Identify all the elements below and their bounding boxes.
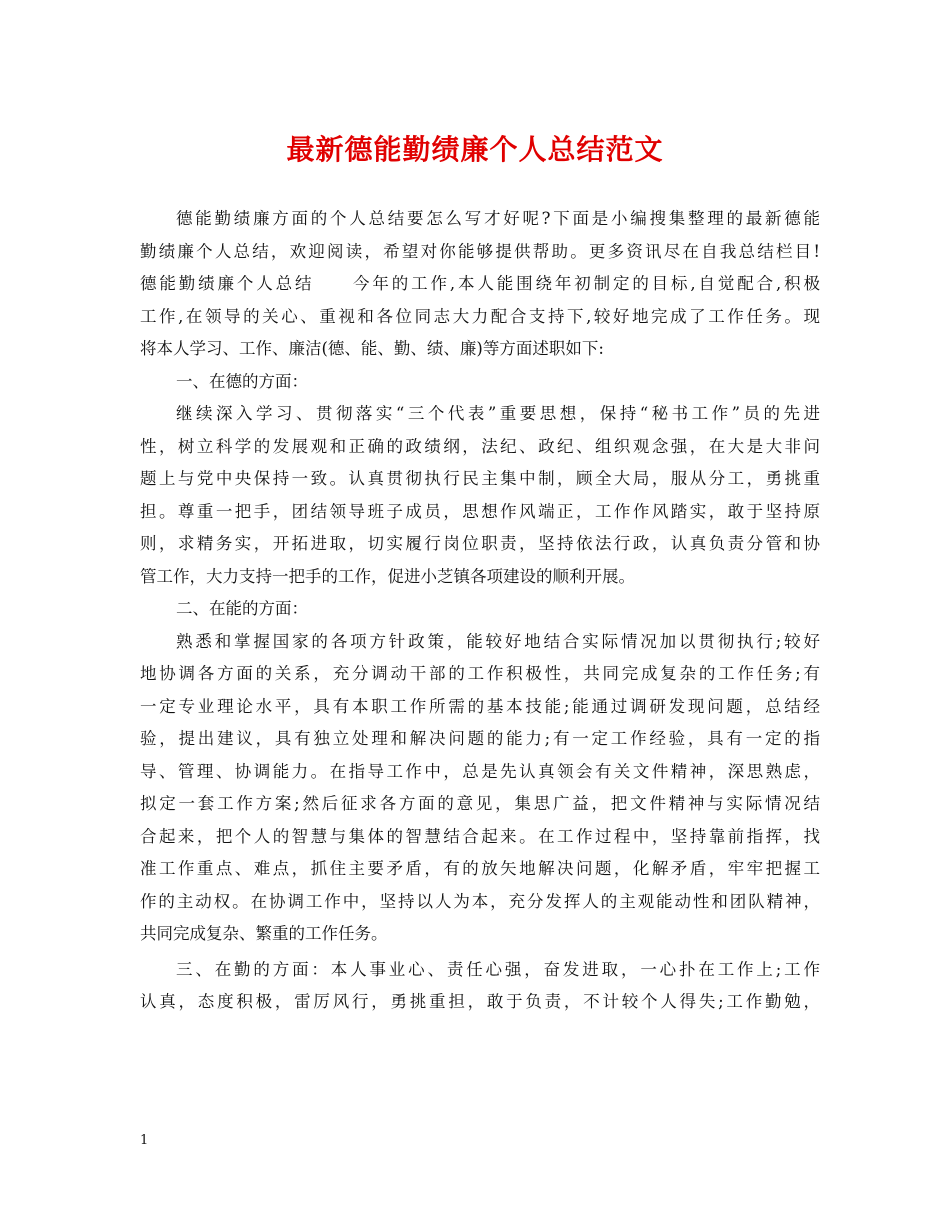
paragraph-line: 一定专业理论水平，具有本职工作所需的基本技能;能通过调研发现问题，总结经 — [140, 696, 820, 716]
paragraph-line: 管工作，大力支持一把手的工作，促进小芝镇各项建设的顺利开展。 — [140, 566, 635, 586]
document-title: 最新德能勤绩廉个人总结范文 — [286, 133, 664, 166]
paragraph-line: 合起来，把个人的智慧与集体的智慧结合起来。在工作过程中，坚持靠前指挥，找 — [140, 826, 820, 846]
document-body — [140, 203, 820, 1019]
section-heading: 一、在德的方面： — [176, 371, 308, 391]
paragraph-line: 性，树立科学的发展观和正确的政绩纲，法纪、政纪、组织观念强，在大是大非问 — [140, 436, 820, 456]
paragraph-line: 共同完成复杂、繁重的工作任务。 — [140, 924, 388, 943]
paragraph-line: 继续深入学习、贯彻落实“三个代表”重要思想，保持“秘书工作”员的先进 — [176, 404, 820, 423]
paragraph-line: 工作,在领导的关心、重视和各位同志大力配合支持下,较好地完成了工作任务。现 — [140, 306, 820, 326]
paragraph-line: 准工作重点、难点，抓住主要矛盾，有的放矢地解决问题，化解矛盾，牢牢把握工 — [140, 859, 820, 878]
paragraph-line: 勤绩廉个人总结，欢迎阅读，希望对你能够提供帮助。更多资讯尽在自我总结栏目! — [140, 241, 820, 261]
section-heading: 二、在能的方面： — [176, 599, 308, 618]
page-number: 1 — [140, 1133, 149, 1148]
paragraph-line: 作的主动权。在协调工作中，坚持以人为本，充分发挥人的主观能动性和团队精神， — [140, 891, 820, 911]
paragraph-line: 认真，态度积极，雷厉风行，勇挑重担，敢于负责，不计较个人得失;工作勤勉， — [140, 992, 820, 1011]
paragraph-line: 导、管理、协调能力。在指导工作中，总是先认真领会有关文件精神，深思熟虑， — [140, 761, 820, 781]
paragraph-line: 验，提出建议，具有独立处理和解决问题的能力;有一定工作经验，具有一定的指 — [140, 729, 820, 748]
paragraph-line: 熟悉和掌握国家的各项方针政策，能较好地结合实际情况加以贯彻执行;较好 — [176, 631, 820, 651]
paragraph-line: 题上与党中央保持一致。认真贯彻执行民主集中制，顾全大局，服从分工，勇挑重 — [140, 469, 820, 488]
paragraph-line: 担。尊重一把手，团结领导班子成员，思想作风端正，工作作风踏实，敢于坚持原 — [140, 501, 820, 521]
paragraph-line: 拟定一套工作方案;然后征求各方面的意见，集思广益，把文件精神与实际情况结 — [140, 794, 820, 813]
paragraph-line: 则，求精务实，开拓进取，切实履行岗位职责，坚持依法行政，认真负责分管和协 — [140, 534, 820, 553]
paragraph-line: 德能勤绩廉方面的个人总结要怎么写才好呢?下面是小编搜集整理的最新德能 — [176, 209, 820, 228]
paragraph-line: 将本人学习、工作、廉洁(德、能、勤、绩、廉)等方面述职如下: — [140, 339, 604, 358]
paragraph-line: 三、在勤的方面：本人事业心、责任心强，奋发进取，一心扑在工作上;工作 — [176, 959, 820, 979]
paragraph-line: 德能勤绩廉个人总结 今年的工作,本人能围绕年初制定的目标,自觉配合,积极 — [140, 274, 820, 293]
paragraph-line: 地协调各方面的关系，充分调动干部的工作积极性，共同完成复杂的工作任务;有 — [140, 664, 820, 683]
